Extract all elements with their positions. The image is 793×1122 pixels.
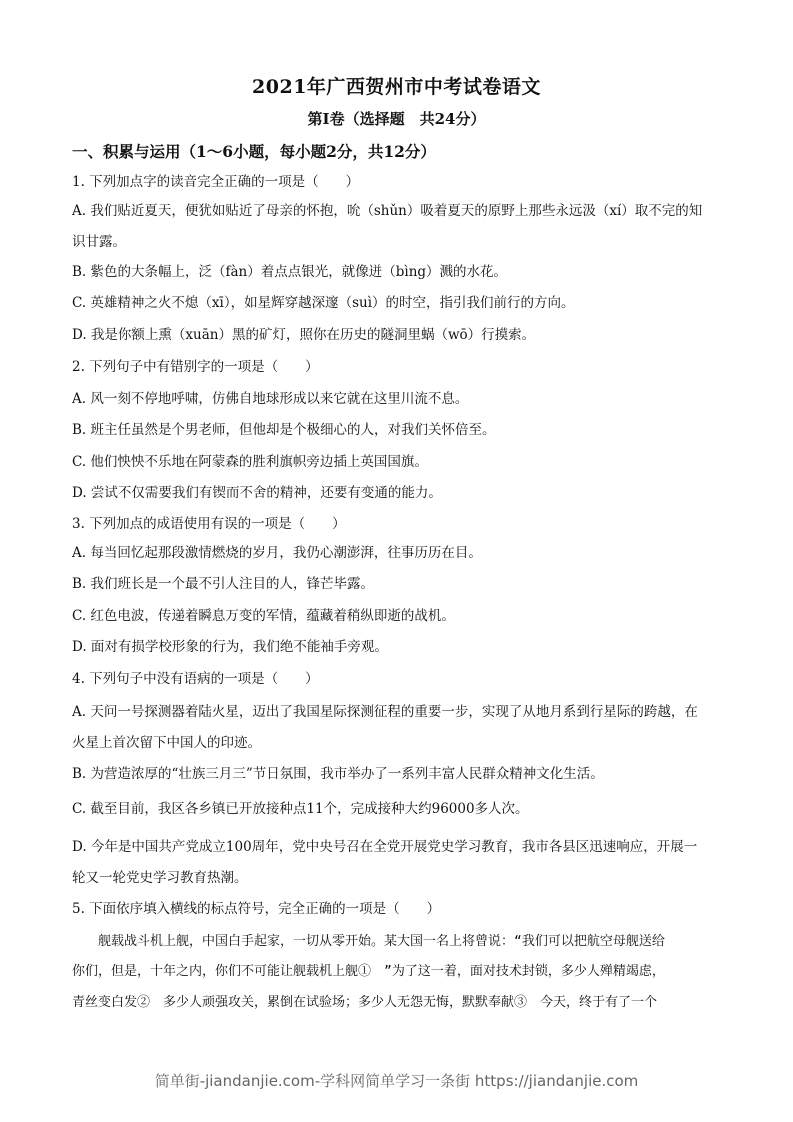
passage-line-1: 舰载战斗机上舰，中国白手起家，一切从零开始。某大国一名上将曾说：“我们可以把航空母舰送给: [72, 934, 665, 949]
option-4a-cont: 火星上首次留下中国人的印迹。: [72, 735, 261, 751]
page-subtitle: 第Ⅰ卷（选择题 共24分）: [307, 110, 486, 128]
option-4c: C. 截至目前，我区各乡镇已开放接种点11个，完成接种大约96000多人次。: [72, 801, 529, 817]
option-1b: B. 紫色的大条幅上，泛（fàn）着点点银光，就像迸（bìng）溅的水花。: [72, 264, 508, 280]
question-5: 5. 下面依序填入横线的标点符号，完全正确的一项是（ ）: [72, 901, 441, 917]
option-3d: D. 面对有损学校形象的行为，我们绝不能袖手旁观。: [72, 639, 388, 655]
option-4d: D. 今年是中国共产党成立100周年，党中央号召在全党开展党史学习教育，我市各县区迅速响应，开展一: [72, 839, 698, 855]
option-3a: A. 每当回忆起那段激情燃烧的岁月，我仍心潮澎湃，往事历历在目。: [72, 545, 482, 561]
option-3b: B. 我们班长是一个最不引人注目的人，锋芒毕露。: [72, 576, 375, 592]
option-3c: C. 红色电波，传递着瞬息万变的军情，蕴藏着稍纵即逝的战机。: [72, 608, 455, 624]
option-1d: D. 我是你额上熏（xuān）黑的矿灯，照你在历史的隧洞里蜗（wō）行摸索。: [72, 327, 536, 343]
option-4b: B. 为营造浓厚的“壮族三月三”节日氛围，我市举办了一系列丰富人民群众精神文化生活。: [72, 766, 604, 782]
option-1c: C. 英雄精神之火不熄（xī），如星辉穿越深邃（suì）的时空，指引我们前行的方向。: [72, 295, 575, 311]
site-footer: 简单街-jiandanjie.com-学科网简单学习一条街 https://jiandanjie.com: [154, 1072, 639, 1090]
section-heading: 一、积累与运用（1～6小题，每小题2分，共12分）: [72, 142, 436, 161]
passage-line-3: 青丝变白发② 多少人顽强攻关，累倒在试验场；多少人无怨无悔，默默奉献③ 今天，终于有了一个: [72, 995, 658, 1010]
question-3: 3. 下列加点的成语使用有误的一项是（ ）: [72, 516, 346, 532]
option-2d: D. 尝试不仅需要我们有锲而不舍的精神，还要有变通的能力。: [72, 485, 442, 501]
option-4d-cont: 轮又一轮党史学习教育热潮。: [72, 870, 248, 886]
question-4: 4. 下列句子中没有语病的一项是（ ）: [72, 671, 319, 687]
option-2b: B. 班主任虽然是个男老师，但他却是个极细心的人，对我们关怀倍至。: [72, 422, 496, 438]
option-4a: A. 天问一号探测器着陆火星，迈出了我国星际探测征程的重要一步，实现了从地月系到行星际的跨越，在: [72, 704, 698, 720]
question-1: 1. 下列加点字的读音完全正确的一项是（ ）: [72, 174, 360, 190]
option-2c: C. 他们怏怏不乐地在阿蒙森的胜利旗帜旁边插上英国国旗。: [72, 454, 428, 470]
page-title: 2021年广西贺州市中考试卷语文: [252, 76, 541, 98]
option-1a-cont: 识甘露。: [72, 234, 126, 250]
question-2: 2. 下列句子中有错别字的一项是（ ）: [72, 359, 319, 375]
passage-line-2: 你们，但是，十年之内，你们不可能让舰载机上舰① ”为了这一着，面对技术封锁，多少人殚精竭虑，: [72, 964, 665, 979]
option-2a: A. 风一刻不停地呼啸，仿佛自地球形成以来它就在这里川流不息。: [72, 391, 469, 407]
option-1a: A. 我们贴近夏天，便犹如贴近了母亲的怀抱，吮（shǔn）吸着夏天的原野上那些永远汲（xí）取不完的知: [72, 203, 703, 219]
